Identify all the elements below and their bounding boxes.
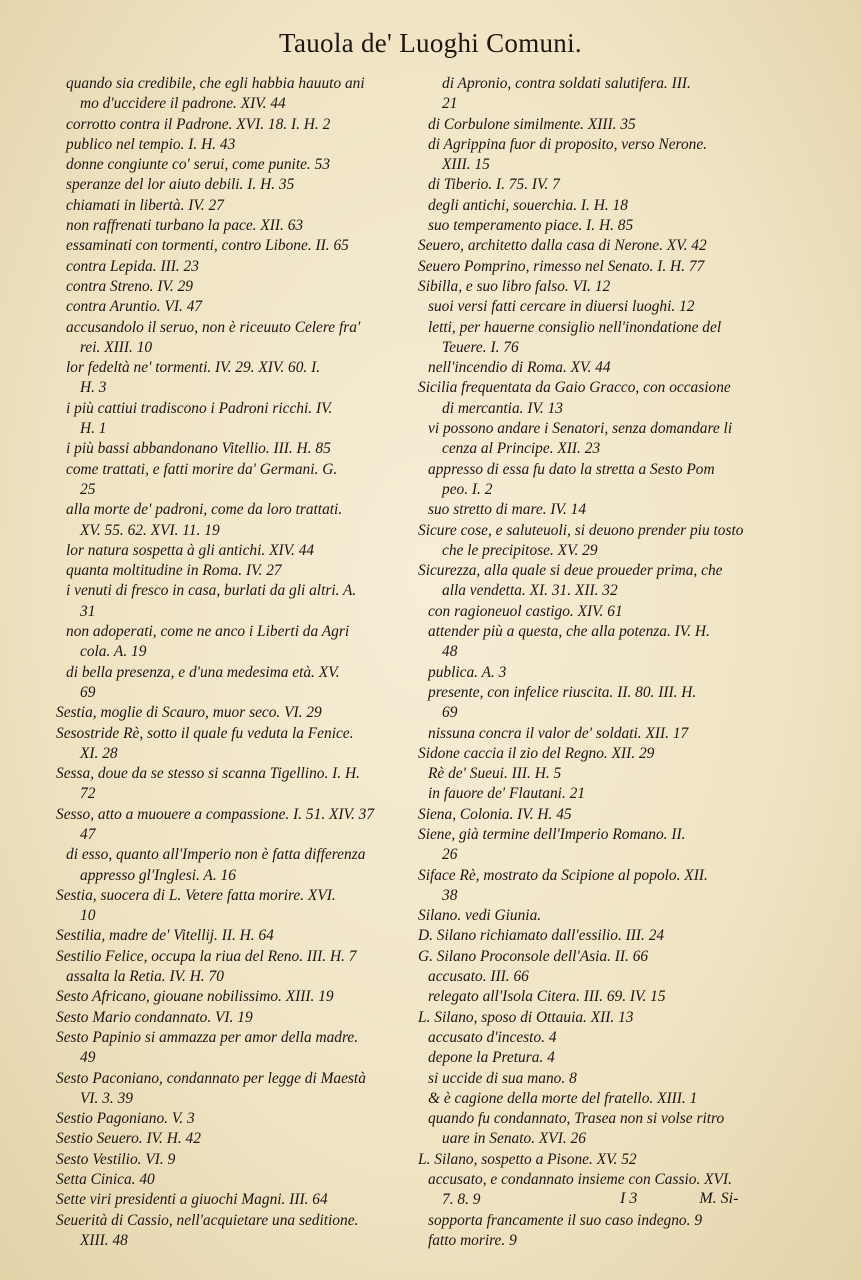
index-entry-line: Sesto Mario condannato. VI. 19 (56, 1008, 253, 1026)
index-entry-line: relegato all'Isola Citera. III. 69. IV. 15 (428, 988, 666, 1006)
index-entry-line: non raffrenati turbano la pace. XII. 63 (66, 217, 304, 235)
index-entry-line: L. Silano, sospetto a Pisone. XV. 52 (418, 1150, 637, 1168)
index-entry-line: L. Silano, sposo di Ottauia. XII. 13 (418, 1008, 634, 1026)
index-entry-line: Siene, già termine dell'Imperio Romano. II. (418, 825, 686, 843)
index-entry-line: depone la Pretura. 4 (428, 1049, 555, 1067)
index-entry-line: sopporta francamente il suo caso indegno. 9 (428, 1211, 703, 1229)
index-column-right (418, 74, 800, 1251)
index-entry-line: letti, per hauerne consiglio nell'inondatione del (428, 318, 722, 336)
index-entry-line: 72 (80, 785, 96, 803)
catchword: M. Si- (699, 1190, 739, 1207)
index-entry-line: 21 (442, 95, 458, 113)
index-entry-line: peo. I. 2 (442, 480, 493, 498)
index-entry-line: donne congiunte co' serui, come punite. 53 (66, 156, 331, 174)
index-entry-line: Sesto Papinio si ammazza per amor della madre. (56, 1028, 359, 1046)
index-entry-line: di Tiberio. I. 75. IV. 7 (428, 176, 560, 194)
index-entry-line: Sestio Pagoniano. V. 3 (56, 1110, 195, 1128)
index-column-left (56, 74, 416, 1251)
index-entry-line: 69 (80, 683, 96, 701)
index-entry-line: 49 (80, 1049, 96, 1067)
index-entry-line: nell'incendio di Roma. XV. 44 (428, 359, 611, 377)
index-entry-line: cenza al Principe. XII. 23 (442, 440, 601, 458)
index-entry-line: contra Streno. IV. 29 (66, 277, 193, 295)
index-entry-line: chiamati in libertà. IV. 27 (66, 196, 224, 214)
index-entry-line: Sestia, moglie di Scauro, muor seco. VI. 29 (56, 704, 322, 722)
index-entry-line: essaminati con tormenti, contro Libone. II. 65 (66, 237, 349, 255)
index-entry-line: Teuere. I. 76 (442, 338, 519, 356)
index-entry-line: degli antichi, souerchia. I. H. 18 (428, 196, 628, 214)
index-entry-line: D. Silano richiamato dall'essilio. III. 24 (418, 927, 665, 945)
index-entry-line: Sesto Vestilio. VI. 9 (56, 1150, 176, 1168)
index-entry-line: mo d'uccidere il padrone. XIV. 44 (80, 95, 286, 113)
index-entry-line: Silano. vedi Giunia. (418, 907, 542, 925)
index-entry-line: XIII. 48 (80, 1231, 128, 1249)
index-entry-line: Setta Cinica. 40 (56, 1171, 155, 1189)
index-entry-line: Sesto Africano, giouane nobilissimo. XIII. 19 (56, 988, 334, 1006)
index-entry-line: corrotto contra il Padrone. XVI. 18. I. H. 2 (66, 115, 331, 133)
index-entry-line: 47 (80, 825, 96, 843)
index-entry-line: con ragioneuol castigo. XIV. 61 (428, 602, 623, 620)
index-entry-line: 25 (80, 480, 96, 498)
index-entry-line: quando fu condannato, Trasea non si volse ritro (428, 1110, 725, 1128)
index-entry-line: suo temperamento piace. I. H. 85 (428, 217, 634, 235)
index-entry-line: 26 (442, 846, 458, 864)
index-entry-line: 69 (442, 704, 458, 722)
index-entry-line: di bella presenza, e d'una medesima età. XV. (66, 663, 340, 681)
index-entry-line: Rè de' Sueui. III. H. 5 (428, 765, 562, 783)
index-entry-line: di Apronio, contra soldati salutifera. III. (442, 75, 691, 92)
index-entry-line: publico nel tempio. I. H. 43 (66, 135, 236, 153)
index-entry-line: accusandolo il seruo, non è riceuuto Celere fra' (66, 318, 361, 336)
index-entry-line: in fauore de' Flautani. 21 (428, 785, 586, 803)
index-entry-line: speranze del lor aiuto debili. I. H. 35 (66, 176, 295, 194)
index-entry-line: fatto morire. 9 (428, 1231, 517, 1249)
index-entry-line: 7. 8. 9 (442, 1191, 481, 1209)
index-entry-line: di Agrippina fuor di proposito, verso Nerone. (428, 135, 708, 153)
index-entry-line: VI. 3. 39 (80, 1089, 134, 1107)
index-entry-line: lor natura sospetta à gli antichi. XIV. 44 (66, 541, 315, 559)
index-entry-line: i più bassi abbandonano Vitellio. III. H. 85 (66, 440, 331, 458)
index-entry-line: Sesto Paconiano, condannato per legge di Maestà (56, 1069, 366, 1087)
index-entry-line: accusato. III. 66 (428, 968, 529, 986)
index-entry-line: Sicurezza, alla quale si deue proueder prima, che (418, 562, 723, 580)
index-entry-line: contra Aruntio. VI. 47 (66, 298, 203, 316)
index-entry-line: G. Silano Proconsole dell'Asia. II. 66 (418, 947, 649, 965)
index-entry-line: attender più a questa, che alla potenza. IV. H. (428, 623, 710, 641)
index-entry-line: accusato d'incesto. 4 (428, 1028, 557, 1046)
index-entry-line: Sestia, suocera di L. Vetere fatta morire. XVI. (56, 886, 336, 904)
index-entry-line: Seuero Pomprino, rimesso nel Senato. I. H. 77 (418, 257, 705, 275)
index-entry-line: Sidone caccia il zio del Regno. XII. 29 (418, 744, 655, 762)
index-entry-line: accusato, e condannato insieme con Cassio. XVI. (428, 1171, 732, 1189)
index-entry-line: H. 3 (80, 379, 107, 397)
index-entry-line: come trattati, e fatti morire da' Germani. G. (66, 460, 338, 478)
index-entry-line: non adoperati, come ne anco i Liberti da Agri (66, 623, 350, 641)
signature-mark: I 3 (620, 1190, 638, 1207)
index-entry-line: quanta moltitudine in Roma. IV. 27 (66, 562, 282, 580)
index-entry-line: H. 1 (80, 420, 107, 438)
index-entry-line: suoi versi fatti cercare in diuersi luoghi. 12 (428, 298, 695, 316)
index-entry-line: Siface Rè, mostrato da Scipione al popolo. XII. (418, 866, 708, 884)
index-entry-line: si uccide di sua mano. 8 (428, 1069, 577, 1087)
index-entry-line: cola. A. 19 (80, 643, 147, 661)
index-entry-line: XI. 28 (80, 744, 118, 762)
index-entry-line: assalta la Retia. IV. H. 70 (66, 968, 224, 986)
index-entry-line: appresso gl'Inglesi. A. 16 (80, 866, 236, 884)
index-entry-line: Sicure cose, e saluteuoli, si deuono prender piu tosto (418, 521, 744, 539)
index-entry-line: uare in Senato. XVI. 26 (442, 1130, 586, 1148)
page-title: Tauola de' Luoghi Comuni. (279, 28, 582, 58)
index-entry-line: Sesso, atto a muouere a compassione. I. 51. XIV. 37 (56, 805, 375, 823)
index-entry-line: Sestio Seuero. IV. H. 42 (56, 1130, 201, 1148)
page-footer (620, 1190, 800, 1208)
index-entry-line: Sicilia frequentata da Gaio Gracco, con occasione (418, 379, 731, 397)
index-entry-line: XIII. 15 (442, 156, 490, 174)
index-entry-line: presente, con infelice riuscita. II. 80. III. H. (428, 683, 697, 701)
index-entry-line: lor fedeltà ne' tormenti. IV. 29. XIV. 60. I. (66, 359, 321, 377)
index-entry-line: suo stretto di mare. IV. 14 (428, 501, 587, 519)
index-entry-line: Sestilia, madre de' Vitellij. II. H. 64 (56, 927, 274, 945)
index-entry-line: XV. 55. 62. XVI. 11. 19 (80, 521, 220, 539)
index-entry-line: contra Lepida. III. 23 (66, 257, 199, 275)
index-entry-line: che le precipitose. XV. 29 (442, 541, 598, 559)
index-entry-line: di esso, quanto all'Imperio non è fatta differenza (66, 846, 366, 864)
index-entry-line: appresso di essa fu dato la stretta a Sesto Pom (428, 460, 715, 478)
index-entry-line: alla morte de' padroni, come da loro trattati. (66, 501, 343, 519)
index-entry-line: 48 (442, 643, 458, 661)
index-entry-line: Sestilio Felice, occupa la riua del Reno. III. H. 7 (56, 947, 357, 965)
index-entry-line: 31 (80, 602, 96, 620)
index-entry-line: quando sia credibile, che egli habbia hauuto ani (66, 75, 365, 92)
index-entry-line: i venuti di fresco in casa, burlati da gli altri. A. (66, 582, 357, 600)
index-entry-line: i più cattiui tradiscono i Padroni ricchi. IV. (66, 399, 333, 417)
index-entry-line: & è cagione della morte del fratello. XIII. 1 (428, 1089, 698, 1107)
index-entry-line: 38 (442, 886, 458, 904)
index-entry-line: nissuna concra il valor de' soldati. XII. 17 (428, 724, 689, 742)
index-entry-line: Sette viri presidenti a giuochi Magni. III. 64 (56, 1191, 328, 1209)
index-entry-line: Sibilla, e suo libro falso. VI. 12 (418, 277, 611, 295)
index-entry-line: Seuerità di Cassio, nell'acquietare una seditione. (56, 1211, 359, 1229)
index-entry-line: vi possono andare i Senatori, senza domandare li (428, 420, 733, 438)
index-entry-line: di Corbulone similmente. XIII. 35 (428, 115, 636, 133)
index-entry-line: 10 (80, 907, 96, 925)
index-entry-line: Sesostride Rè, sotto il quale fu veduta la Fenice. (56, 724, 354, 742)
index-entry-line: rei. XIII. 10 (80, 338, 153, 356)
index-entry-line: Seuero, architetto dalla casa di Nerone. XV. 42 (418, 237, 707, 255)
index-entry-line: publica. A. 3 (428, 663, 507, 681)
index-entry-line: alla vendetta. XI. 31. XII. 32 (442, 582, 618, 600)
index-entry-line: Sessa, doue da se stesso si scanna Tigellino. I. H. (56, 765, 360, 783)
index-entry-line: di mercantia. IV. 13 (442, 399, 563, 417)
index-entry-line: Siena, Colonia. IV. H. 45 (418, 805, 572, 823)
